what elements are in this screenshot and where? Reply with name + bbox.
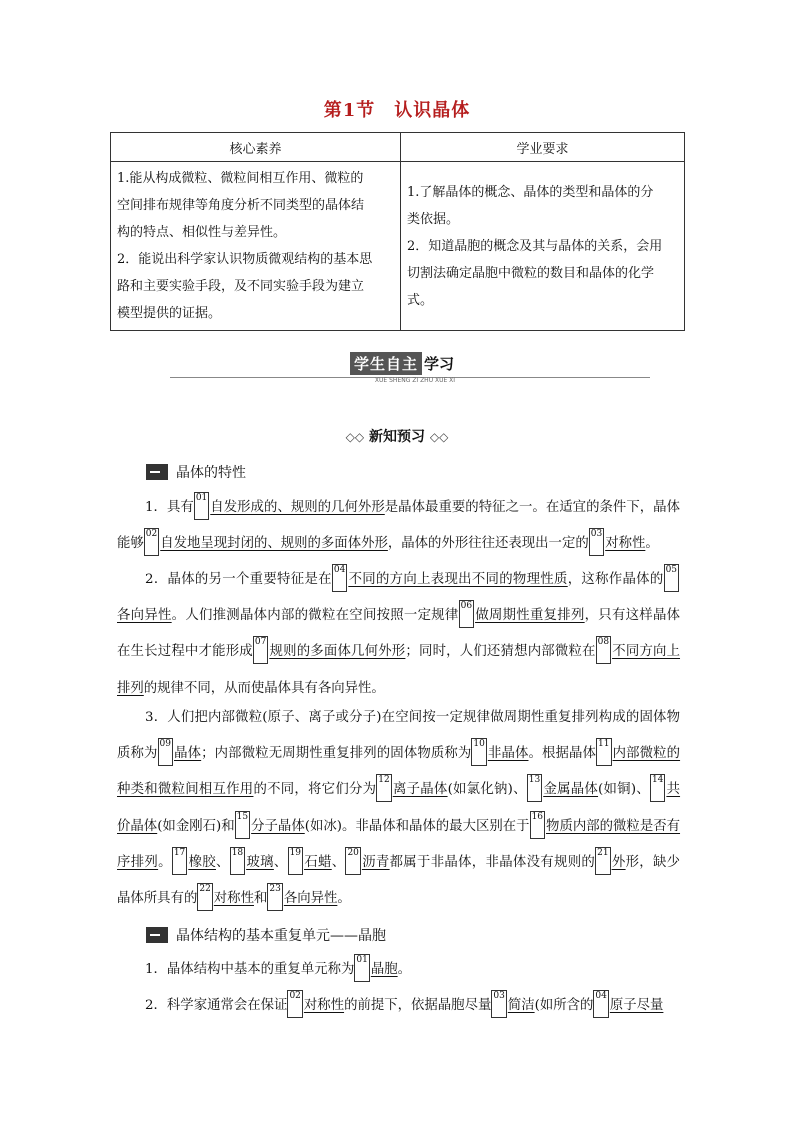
answer: 对称性 bbox=[213, 891, 254, 907]
text-run: ，只有这样晶体在生长过程中才能形成 bbox=[117, 608, 681, 660]
banner-tail-text: 学习 bbox=[424, 354, 455, 373]
answer: 自发形成的、规则的几何外形 bbox=[210, 500, 385, 515]
blank-number: 12 bbox=[376, 774, 391, 802]
subheading-marker-icon bbox=[146, 464, 168, 480]
answer: 各向异性 bbox=[283, 891, 338, 907]
blank-number: 03 bbox=[491, 990, 506, 1018]
text-line: 类依据。 bbox=[407, 211, 460, 227]
blank-number: 21 bbox=[595, 847, 610, 875]
text-run: (如氯化钠)、 bbox=[447, 782, 527, 798]
text-line: 1.了解晶体的概念、晶体的类型和晶体的分 bbox=[407, 184, 654, 200]
answer: 规则的多面体几何外形 bbox=[269, 644, 406, 660]
text-run: ；同时，人们还猜想内部微粒在 bbox=[405, 644, 596, 660]
text-run: ，晶体的外形往往还表现出一定的 bbox=[387, 536, 589, 552]
requirements-table bbox=[110, 132, 685, 331]
subheading-text: 晶体结构的基本重复单元——晶胞 bbox=[176, 928, 386, 944]
text-run: 2．科学家通常会在保证 bbox=[145, 998, 288, 1013]
blank-number: 08 bbox=[596, 636, 611, 664]
blank-number: 13 bbox=[527, 774, 542, 802]
decoration-left-icon: ◇◇ bbox=[345, 430, 365, 444]
blank-number: 06 bbox=[459, 600, 474, 628]
answer: 橡胶 bbox=[188, 854, 216, 870]
text-run: 、 bbox=[215, 854, 230, 870]
paragraph-4 bbox=[117, 952, 680, 988]
banner-logo bbox=[350, 352, 454, 374]
text-run: 1．晶体结构中基本的重复单元称为 bbox=[145, 962, 355, 977]
banner-box-text: 学生自主 bbox=[350, 352, 422, 375]
text-run: 都属于非晶体，非晶体没有规则的 bbox=[389, 854, 596, 870]
subheading-crystal-properties bbox=[146, 462, 246, 482]
answer: 内部微粒的种类和微粒间相互作用 bbox=[117, 746, 681, 798]
text-line: 空间排布规律等角度分析不同类型的晶体结 bbox=[117, 198, 365, 213]
text-run: 2．晶体的另一个重要特征是在 bbox=[145, 572, 332, 587]
section-title: 新知预习 bbox=[369, 429, 425, 445]
text-run: (如金刚石)和 bbox=[157, 818, 235, 834]
answer: 做周期性重复排列 bbox=[475, 608, 585, 624]
answer: 共价晶体 bbox=[117, 782, 681, 834]
text-line: 2．能说出科学家认识物质微观结构的基本思 bbox=[117, 252, 373, 267]
blank-number: 15 bbox=[235, 811, 250, 839]
answer: 非晶体 bbox=[487, 746, 529, 762]
text-run: (如所含的 bbox=[534, 998, 594, 1013]
banner-pinyin: XUE SHENG ZI ZHU XUE XI bbox=[374, 377, 456, 384]
subheading-text: 晶体的特性 bbox=[176, 465, 246, 481]
blank-number: 02 bbox=[144, 528, 159, 556]
text-run: 的规律不同，从而使晶体具有各向异性。 bbox=[143, 680, 385, 696]
blank-number: 07 bbox=[253, 636, 268, 664]
text-run: 的不同，将它们分为 bbox=[253, 782, 377, 798]
text-run: 和 bbox=[253, 891, 268, 907]
decoration-right-icon: ◇◇ bbox=[429, 430, 449, 444]
text-run: 是晶体最重要的特征之一。在适宜的条件下，晶体能够 bbox=[117, 500, 680, 552]
text-run: 。 bbox=[337, 891, 351, 907]
subheading-marker-icon bbox=[146, 927, 168, 943]
text-line: 构的特点、相似性与差异性。 bbox=[117, 225, 287, 240]
answer: 不同的方向上表现出不同的物理性质 bbox=[348, 572, 568, 587]
answer: 不同方向上排列 bbox=[117, 644, 681, 696]
text-line: 路和主要实验手段，及不同实验手段为建立 bbox=[117, 279, 365, 294]
text-line: 式。 bbox=[407, 292, 434, 308]
answer: 原子尽量 bbox=[609, 998, 664, 1013]
blank-number: 22 bbox=[197, 883, 212, 911]
subheading-unit-cell bbox=[146, 925, 386, 945]
page-title: 第1节 认识晶体 bbox=[323, 100, 471, 121]
blank-number: 04 bbox=[332, 564, 347, 592]
paragraph-5 bbox=[117, 988, 687, 1024]
section-heading bbox=[0, 426, 794, 446]
blank-number: 17 bbox=[172, 847, 187, 875]
text-run: 。人们推测晶体内部的微粒在空间按照一定规律 bbox=[171, 608, 459, 624]
blank-number: 03 bbox=[589, 528, 604, 556]
answer: 离子晶体 bbox=[392, 782, 448, 798]
text-line: 模型提供的证据。 bbox=[117, 306, 222, 321]
text-line: 2．知道晶胞的概念及其与晶体的关系，会用 bbox=[407, 238, 663, 254]
text-run: 3．人们把内部微粒(原子、离子或分子)在空间按一定规律做周期性重复排列构成的固体物质称为 bbox=[117, 710, 680, 762]
core-literacy-cell bbox=[111, 162, 401, 331]
text-run: ；内部微粒无周期性重复排列的固体物质称为 bbox=[201, 746, 472, 762]
answer: 沥青 bbox=[361, 854, 390, 870]
answer: 对称性 bbox=[303, 998, 345, 1013]
answer: 各向异性 bbox=[117, 608, 172, 624]
blank-number: 01 bbox=[354, 954, 369, 982]
blank-number: 18 bbox=[230, 847, 245, 875]
text-run: 。 bbox=[158, 854, 172, 870]
text-run: 形，缺少晶体所具有的 bbox=[117, 854, 681, 907]
text-run: 、 bbox=[331, 854, 346, 870]
answer: 自发地呈现封闭的、规则的多面体外形 bbox=[160, 536, 388, 552]
answer: 晶胞 bbox=[370, 962, 398, 977]
answer: 石蜡 bbox=[304, 854, 332, 870]
paragraph-2 bbox=[117, 562, 680, 707]
text-run: 的前提下，依据晶胞尽量 bbox=[344, 998, 492, 1013]
self-study-banner bbox=[170, 352, 650, 382]
academic-requirements-cell bbox=[401, 162, 685, 331]
blank-number: 04 bbox=[593, 990, 608, 1018]
blank-number: 09 bbox=[158, 738, 173, 766]
text-line: 切割法确定晶胞中微粒的数目和晶体的化学 bbox=[407, 265, 655, 281]
paragraph-1 bbox=[117, 490, 680, 562]
blank-number: 02 bbox=[287, 990, 302, 1018]
text-run: (如铜)、 bbox=[598, 782, 650, 798]
text-run: 。 bbox=[645, 536, 659, 552]
header-academic-requirements: 学业要求 bbox=[401, 133, 685, 162]
blank-number: 16 bbox=[530, 811, 545, 839]
blank-number: 10 bbox=[471, 738, 486, 766]
answer: 玻璃 bbox=[246, 854, 274, 870]
text-run: ，这称作晶体的 bbox=[567, 572, 664, 587]
text-run: 。根据晶体 bbox=[528, 746, 597, 762]
answer: 简洁 bbox=[507, 998, 535, 1013]
blank-number: 14 bbox=[650, 774, 665, 802]
blank-number: 01 bbox=[194, 492, 209, 520]
answer: 分子晶体 bbox=[251, 818, 305, 834]
blank-number: 11 bbox=[596, 738, 611, 766]
answer: 外 bbox=[611, 854, 626, 870]
blank-number: 20 bbox=[345, 847, 360, 875]
answer: 晶体 bbox=[174, 746, 202, 762]
text-run: (如冰)。非晶体和晶体的最大区别在于 bbox=[304, 818, 530, 834]
blank-number: 19 bbox=[288, 847, 303, 875]
answer: 金属晶体 bbox=[543, 782, 599, 798]
blank-number: 23 bbox=[267, 883, 282, 911]
blank-number: 05 bbox=[664, 564, 679, 592]
text-run: 1．具有 bbox=[145, 500, 194, 515]
answer: 物质内部的微粒是否有序排列 bbox=[117, 818, 681, 870]
paragraph-3 bbox=[117, 700, 680, 917]
text-run: 、 bbox=[273, 854, 288, 870]
text-run: 。 bbox=[397, 962, 412, 977]
text-line: 1.能从构成微粒、微粒间相互作用、微粒的 bbox=[117, 171, 364, 186]
header-core-literacy: 核心素养 bbox=[111, 133, 401, 162]
answer: 对称性 bbox=[605, 536, 646, 552]
